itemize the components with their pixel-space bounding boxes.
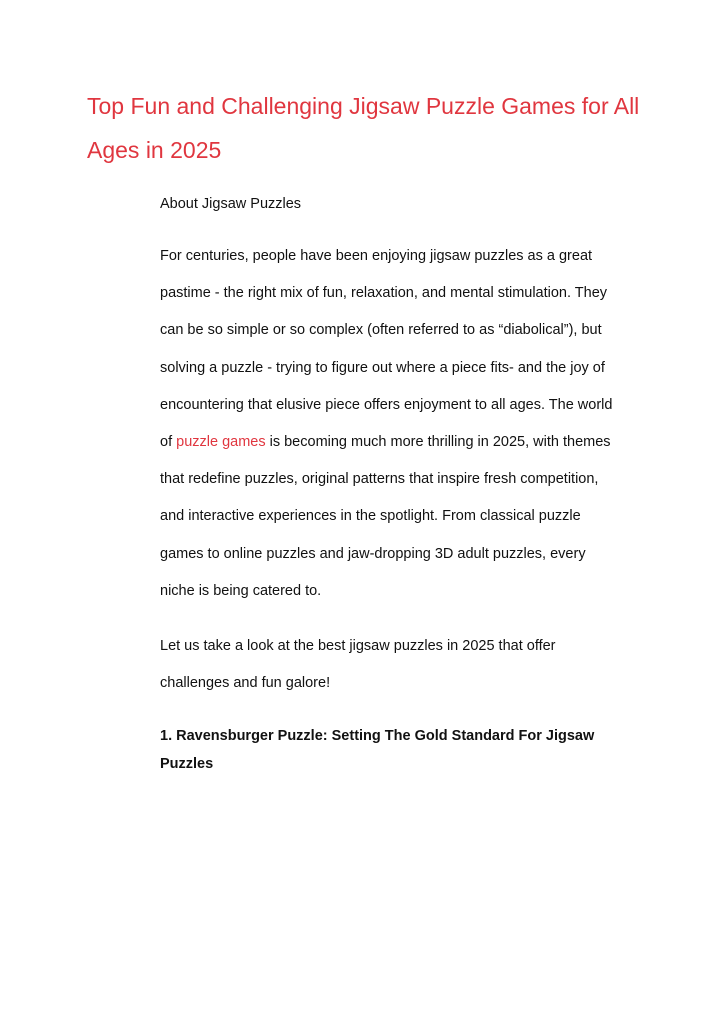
lead-in-paragraph: Let us take a look at the best jigsaw puzzles in 2025 that offer challenges and fun galore! xyxy=(160,638,556,692)
section-label: About Jigsaw Puzzles xyxy=(160,196,302,212)
intro-text-after-link: is becoming much more thrilling in 2025, with themes that redefine puzzles, original patterns that inspire fresh competition, and interactive experiences in the spotlight. From classical puzzle games to online puzzles and jaw-dropping 3D adult puzzles, every niche is being catered to. xyxy=(160,434,611,599)
puzzle-games-link[interactable]: puzzle games xyxy=(176,434,266,451)
document-body xyxy=(160,190,620,778)
intro-text-before-link: For centuries, people have been enjoying jigsaw puzzles as a great pastime - the right mix of fun, relaxation, and mental stimulation. They can be so simple or so complex (often referred to as “diabolical”), but solving a puzzle - trying to figure out where a piece fits- and the joy of encountering that elusive piece offers enjoyment to all ages. The world of xyxy=(160,248,613,451)
document-title: Top Fun and Challenging Jigsaw Puzzle Games for All Ages in 2025 xyxy=(87,93,640,163)
intro-paragraph xyxy=(160,238,620,610)
section-heading-ravensburger: 1. Ravensburger Puzzle: Setting The Gold Standard For Jigsaw Puzzles xyxy=(160,728,595,773)
